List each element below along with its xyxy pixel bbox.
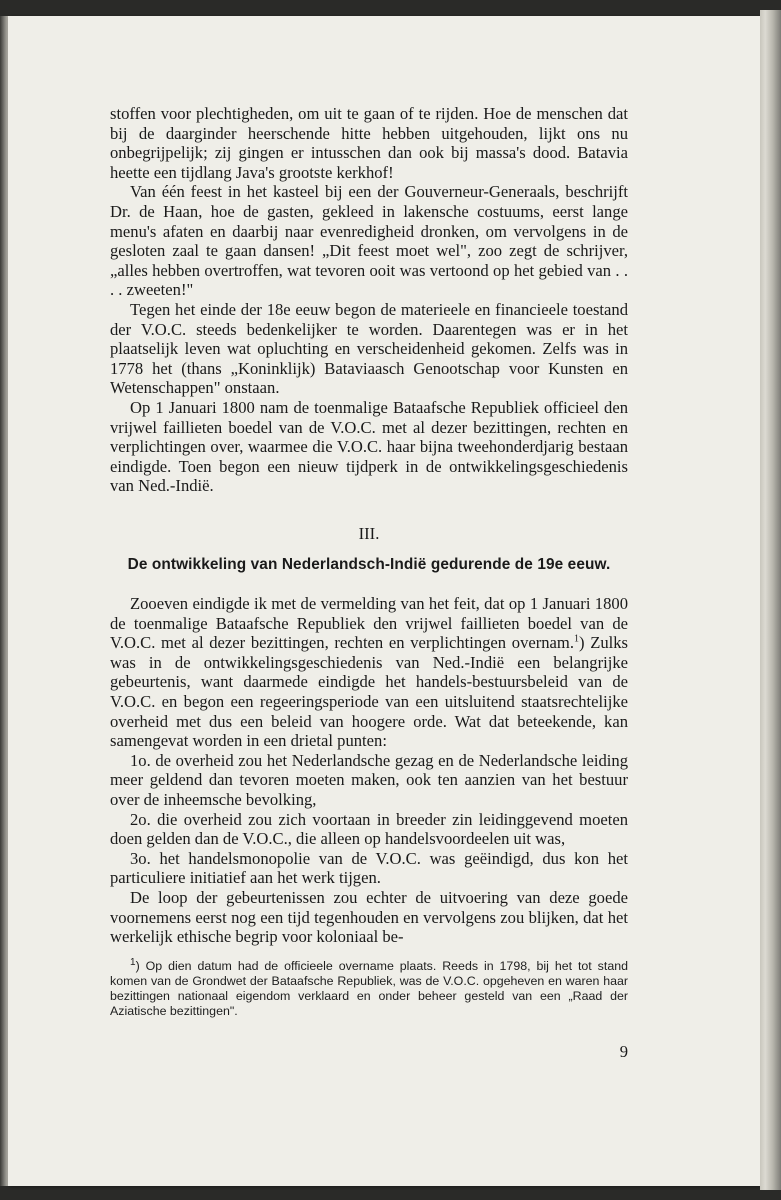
footnote-marker: 1 [130,956,136,968]
page-left-edge [0,16,8,1186]
section-heading: De ontwikkeling van Nederlandsch-Indië gedurende de 19e eeuw. [127,556,611,574]
paragraph: Tegen het einde der 18e eeuw begon de materieele en financieele toestand der V.O.C. steeds bedenkelijker te worden. Daarentegen was er in het plaatselijk leven wat opluchting en verscheidenheid gekomen. Zelfs was in 1778 het (thans „Koninklijk) Bataviaasch Genootschap voor Kunsten en Wetenschappen" onstaan. [110,299,628,398]
paragraph: Van één feest in het kasteel bij een der Gouverneur-Generaals, beschrijft Dr. de Haan, hoe de gasten, gekleed in lakensche costuums, eerst lange menu's afaten en daarbij naar evenredigheid dronken, om vervolgens in de gesloten zaal te gaan dansen! „Dit feest moet wel", zoo zegt de schrijver, „alles hebben overtroffen, wat tevoren ooit was vertoond op het gebied van . . . . zweeten!" [110,182,628,300]
paragraph: stoffen voor plechtigheden, om uit te gaan of te rijden. Hoe de menschen dat bij de daarginder heerschende hitte hebben uitgehouden, lijkt ons nu onbegrijpelijk; zij gingen er intusschen dan ook bij massa's dood. Batavia heette een tijdlang Java's grootste kerkhof! [110,104,628,182]
paragraph: 1o. de overheid zou het Nederlandsche gezag en de Nederlandsche leiding meer geldend dan tevoren moeten maken, ook ten aanzien van het bestuur over de inheemsche bevolking, [110,750,628,809]
paragraph: De loop der gebeurtenissen zou echter de uitvoering van deze goede voornemens eerst nog een tijd tegenhouden en vervolgens zou blijken, dat het werkelijk ethische begrip voor koloniaal be- [110,887,628,947]
paragraph: 3o. het handelsmonopolie van de V.O.C. was geëindigd, dus kon het particuliere initiatief aan het werk tijgen. [110,848,628,888]
page-right-edge [760,10,781,1190]
footnote [110,956,628,1020]
footnote-reference: 1 [573,633,579,645]
paragraph-text: ) Zulks was in de ontwikkelingsgeschiedenis van Ned.-Indië een belangrijke gebeurtenis, want daarmede eindigde het handels-bestuursbeleid van de V.O.C. en begon een regeeringsperiode van een uitsluitend staatsrechtelijke overheid met dus een beleid van hoogere orde. Wat dat beteekende, kan samengevat worden in een drietal punten: [110,633,628,751]
page-text [110,104,628,1061]
footnote-text: ) Op dien datum had de officieele overname plaats. Reeds in 1798, bij het tot stand komen van de Grondwet der Bataafsche Republiek, was de V.O.C. opgeheven en waren haar bezittingen nationaal eigendom verklaard en onder beheer gesteld van een „Raad der Aziatische bezittingen". [110,958,628,1019]
section-numeral: III. [358,523,380,543]
paragraph: 2o. die overheid zou zich voortaan in breeder zin leidinggevend moeten doen gelden dan de V.O.C., die alleen op handelsvoordeelen uit was, [110,809,628,849]
page-number: 9 [619,1041,628,1061]
paragraph [110,594,628,751]
paragraph-text: Zooeven eindigde ik met de vermelding van het feit, dat op 1 Januari 1800 de toenmalige Bataafsche Republiek den vrijwel faillieten boedel van de V.O.C. met al dezer bezittingen, rechten en verplichtingen overnam. [110,594,628,653]
paragraph: Op 1 Januari 1800 nam de toenmalige Bataafsche Republiek officieel den vrijwel faillieten boedel van de V.O.C. met al dezer bezittingen, rechten en verplichtingen over, waarmee die V.O.C. haar bijna tweehonderdjarig bestaan eindigde. Toen begon een nieuw tijdperk in de ontwikkelingsgeschiedenis van Ned.-Indië. [110,397,628,496]
